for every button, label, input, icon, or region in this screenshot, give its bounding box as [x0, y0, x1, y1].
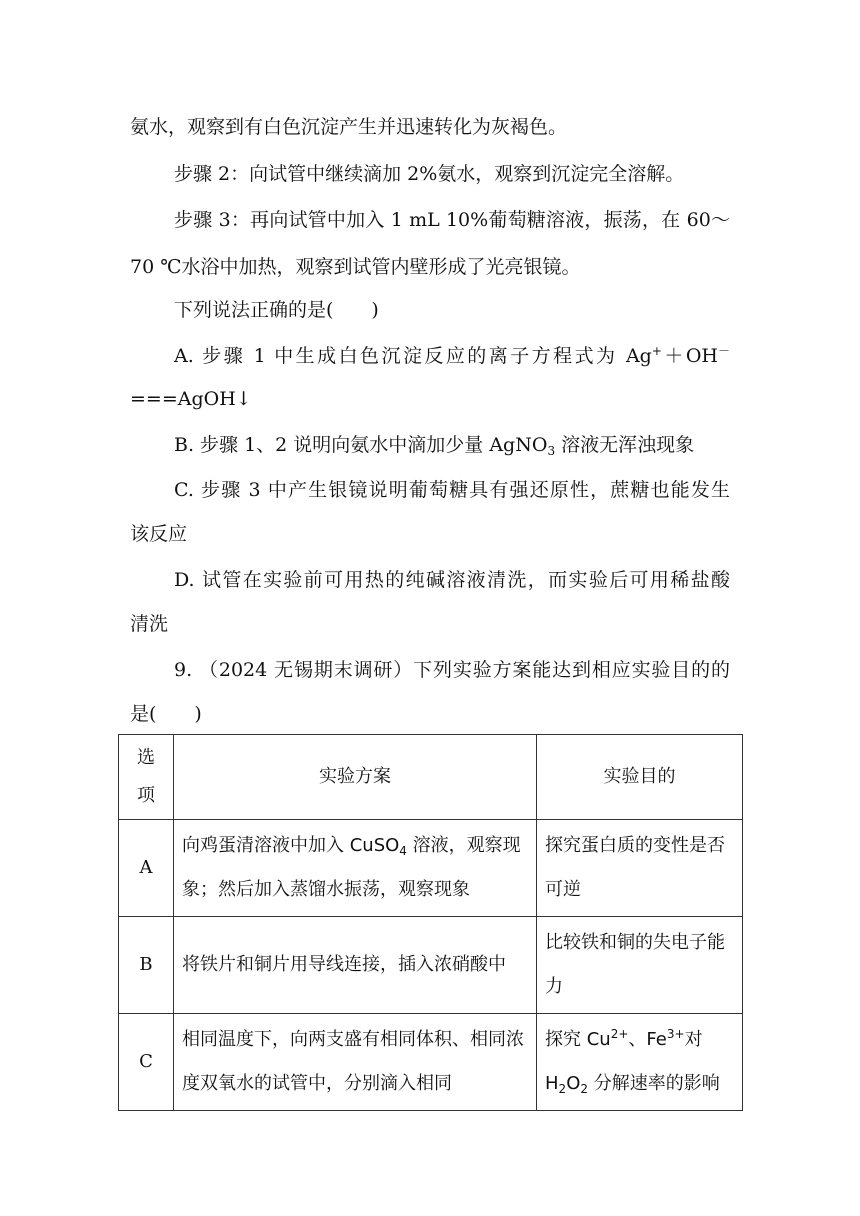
row-plan: 相同温度下，向两支盛有相同体积、相同浓度双氧水的试管中，分别滴入相同 — [174, 1014, 537, 1111]
step-2-text: 步骤 2：向试管中继续滴加 2%氨水，观察到沉淀完全溶解。 — [174, 163, 685, 185]
goal-text: H — [545, 1073, 559, 1094]
row-plan-text: 向鸡蛋清溶液中加入 CuSO — [182, 835, 400, 856]
row-option: A — [119, 820, 174, 917]
goal-text: 探究 Cu — [545, 1029, 611, 1050]
option-b-text: 溶液无浑浊现象 — [555, 434, 695, 456]
option-a — [174, 342, 730, 370]
goal-text: 分解速率的影响 — [588, 1073, 720, 1094]
question-9-cont: 是( ) — [130, 703, 202, 725]
subscript: 4 — [399, 844, 407, 858]
superscript: 2+ — [610, 1027, 629, 1041]
row-goal — [537, 1014, 743, 1111]
subscript: 2 — [580, 1082, 588, 1096]
header-option-line1: 选 — [137, 747, 155, 768]
goal-text: 、Fe — [628, 1029, 667, 1050]
header-option-line2: 项 — [137, 785, 155, 806]
option-a-text: ＋OH — [661, 345, 718, 367]
goal-text: O — [566, 1073, 581, 1094]
header-goal: 实验目的 — [537, 735, 743, 820]
superscript: 3+ — [666, 1027, 685, 1041]
paragraph-line: 氨水，观察到有白色沉淀产生并迅速转化为灰褐色。 — [130, 116, 568, 138]
row-goal: 比较铁和铜的失电子能力 — [537, 917, 743, 1014]
table-row — [119, 917, 743, 1014]
step-3-text: 步骤 3：再向试管中加入 1 mL 10%葡萄糖溶液，振荡，在 60～ — [174, 209, 730, 231]
header-option — [119, 735, 174, 820]
table-row — [119, 1014, 743, 1111]
superscript: － — [717, 344, 730, 358]
row-plan-text: 溶液，观察现象；然后加入蒸馏水振荡，观察现象 — [182, 835, 521, 900]
superscript: + — [651, 344, 662, 358]
question-9: 9. （2024 无锡期末调研）下列实验方案能达到相应实验目的的 — [174, 659, 730, 681]
option-b-text: B. 步骤 1、2 说明向氨水中滴加少量 AgNO — [174, 434, 548, 456]
option-d: D. 试管在实验前可用热的纯碱溶液清洗，而实验后可用稀盐酸 — [174, 569, 730, 591]
goal-text: 对 — [684, 1029, 703, 1050]
step-3-text-cont: 70 ℃水浴中加热，观察到试管内壁形成了光亮银镜。 — [130, 256, 581, 278]
row-goal: 探究蛋白质的变性是否可逆 — [537, 820, 743, 917]
row-plan: 将铁片和铜片用导线连接，插入浓硝酸中 — [174, 917, 537, 1014]
option-a-cont: ===AgOH↓ — [130, 388, 252, 410]
question-prompt: 下列说法正确的是( ) — [174, 299, 379, 321]
row-option: B — [119, 917, 174, 1014]
option-c-cont: 该反应 — [130, 523, 188, 545]
option-c: C. 步骤 3 中产生银镜说明葡萄糖具有强还原性，蔗糖也能发生 — [174, 479, 730, 501]
option-d-cont: 清洗 — [130, 613, 169, 635]
row-option: C — [119, 1014, 174, 1111]
experiment-table — [118, 734, 743, 1111]
table-row — [119, 820, 743, 917]
row-plan — [174, 820, 537, 917]
table-header-row — [119, 735, 743, 820]
subscript: 3 — [547, 444, 556, 458]
subscript: 2 — [558, 1082, 567, 1096]
option-b — [174, 431, 694, 459]
header-plan: 实验方案 — [174, 735, 537, 820]
option-a-text: A. 步骤 1 中生成白色沉淀反应的离子方程式为 Ag — [174, 345, 652, 367]
